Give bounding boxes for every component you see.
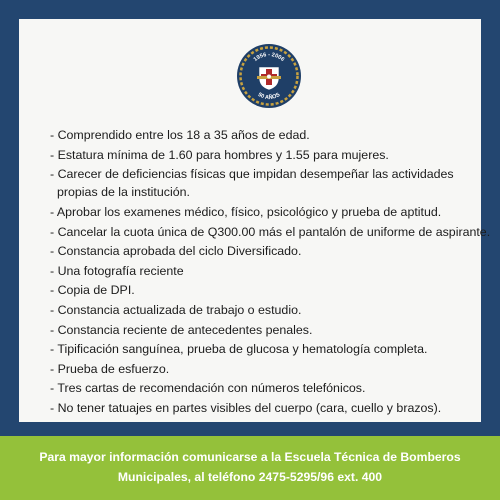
requirement-item: [50, 340, 494, 358]
requirement-text: - Una fotografía reciente: [50, 263, 184, 278]
requirement-item: [50, 379, 494, 397]
requirement-item: [50, 262, 494, 280]
requirement-text-continued: propias de la institución.: [57, 185, 190, 200]
requirement-text: - Aprobar los examenes médico, físico, psicológico y prueba de aptitud.: [50, 205, 442, 220]
requirement-item: [50, 165, 494, 202]
footer-text-line-2: Municipales, al teléfono 2475-5295/96 ext. 400: [117, 470, 383, 484]
requirement-text: - Constancia aprobada del ciclo Diversificado.: [50, 244, 302, 259]
footer-text-line-1: Para mayor información comunicarse a la Escuela Técnica de Bomberos: [39, 450, 461, 464]
requirement-item: [50, 321, 494, 339]
requirement-text: - Tipificación sanguínea, prueba de glucosa y hematología completa.: [50, 342, 428, 357]
requirement-text: - Prueba de esfuerzo.: [50, 361, 170, 376]
requirement-item: [50, 399, 494, 417]
requirement-text: - Cancelar la cuota única de Q300.00 más el pantalón de uniforme de aspirante.: [50, 224, 491, 239]
requirement-text: - Copia de DPI.: [50, 283, 135, 298]
requirement-item: [50, 146, 494, 164]
requirement-item: [50, 281, 494, 299]
requirement-item: [50, 242, 494, 260]
emblem-bottom-text: 50 AÑOS: [256, 92, 282, 102]
requirement-item: [50, 223, 494, 241]
requirement-text: - Constancia reciente de antecedentes penales.: [50, 322, 313, 337]
requirements-list: [50, 126, 494, 419]
requirement-text: - Comprendido entre los 18 a 35 años de edad.: [50, 128, 310, 142]
contact-footer: [0, 436, 500, 500]
requirement-text: - Tres cartas de recomendación con números telefónicos.: [50, 381, 366, 396]
requirement-text: - Estatura mínima de 1.60 para hombres y 1.55 para mujeres.: [50, 147, 389, 162]
requirement-text: - Constancia actualizada de trabajo o estudio.: [50, 303, 302, 318]
requirement-text: - No tener tatuajes en partes visibles del cuerpo (cara, cuello y brazos).: [50, 401, 442, 416]
requirement-item: [50, 360, 494, 378]
requirement-item: [50, 126, 494, 144]
content-card: [19, 19, 491, 422]
firefighter-badge-icon: [236, 43, 302, 109]
requirement-text: - Carecer de deficiencias físicas que impidan desempeñar las actividades: [50, 167, 454, 182]
emblem-top-text: 1956 - 2006: [252, 52, 286, 63]
requirement-item: [50, 301, 494, 319]
requirement-item: [50, 203, 494, 221]
